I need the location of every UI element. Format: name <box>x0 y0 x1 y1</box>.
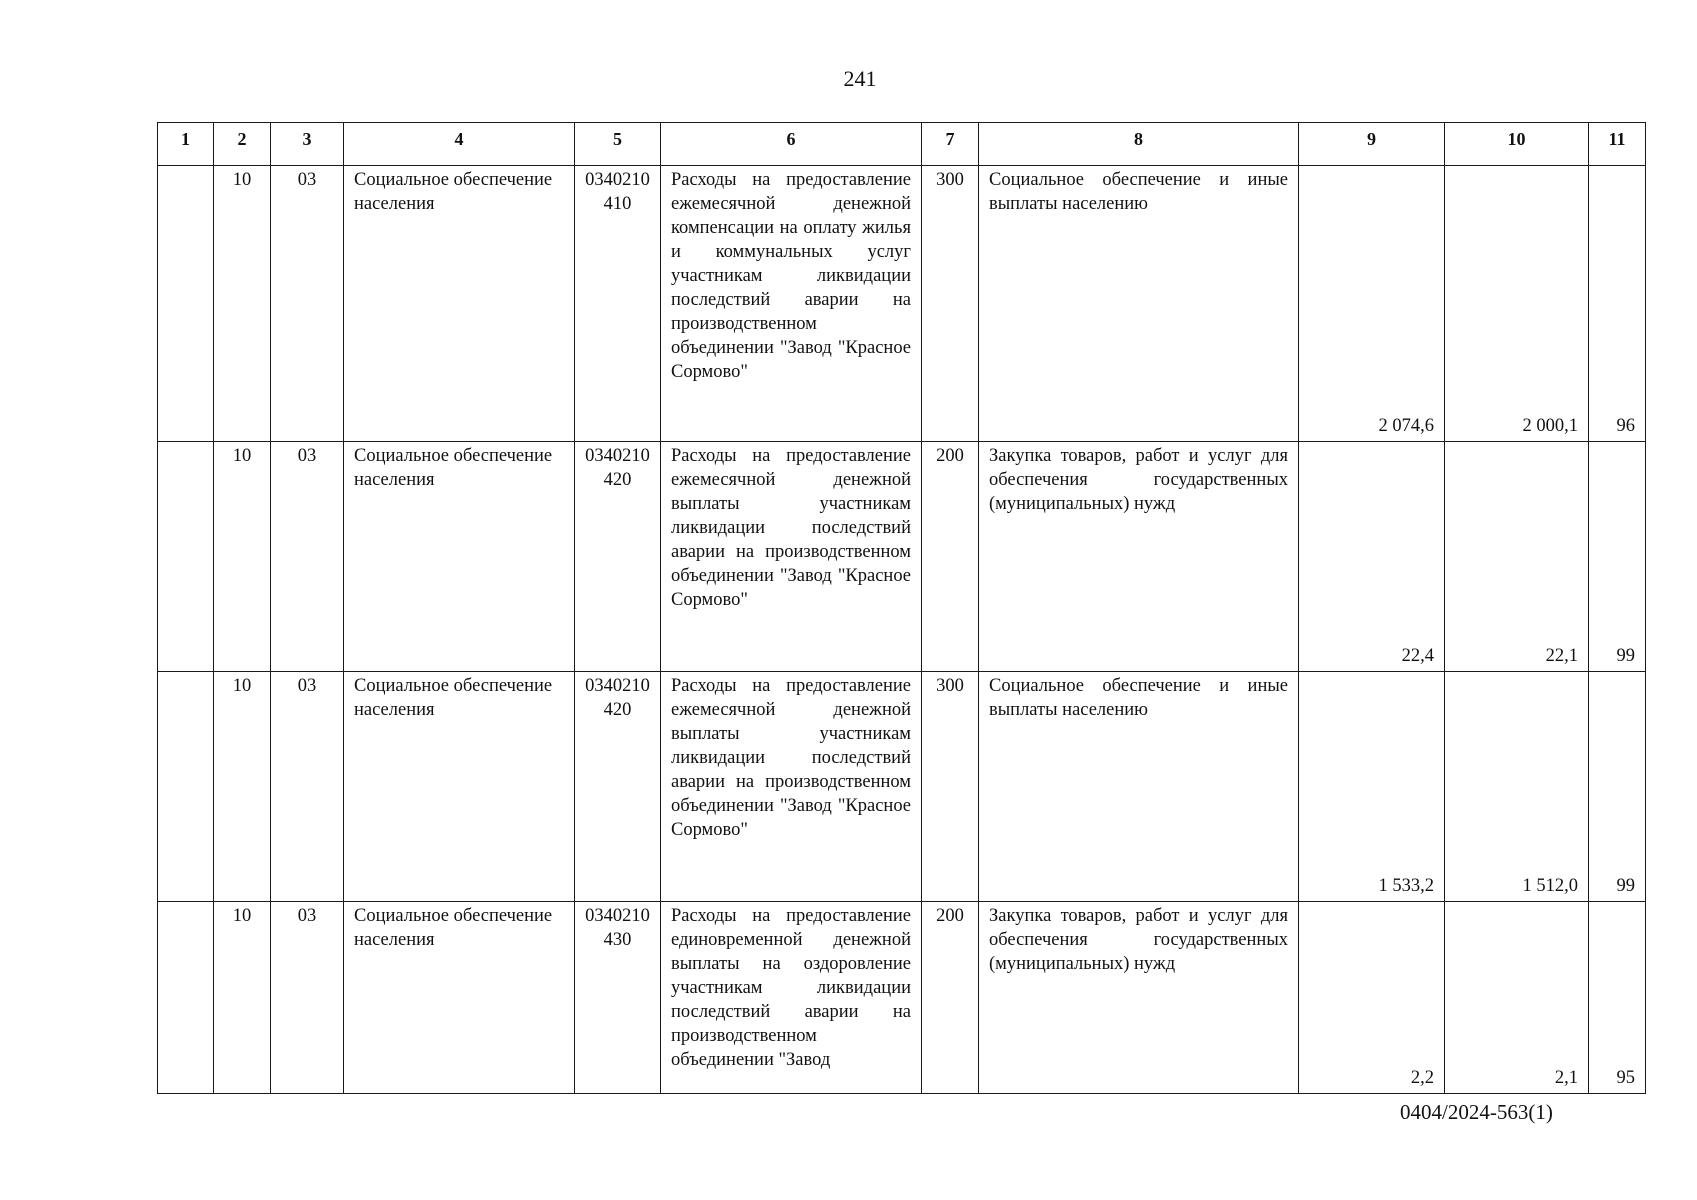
executed-amount-cell: 1 512,0 <box>1445 672 1589 902</box>
section-code-cell: 10 <box>214 902 271 1094</box>
section-code-cell: 10 <box>214 166 271 442</box>
subsection-code-cell: 03 <box>271 672 344 902</box>
expense-type-code-cell: 300 <box>922 672 979 902</box>
expense-type-code-cell: 300 <box>922 166 979 442</box>
row-index-cell <box>158 902 214 1094</box>
budget-table <box>157 122 1646 1094</box>
column-header: 10 <box>1445 123 1589 166</box>
column-header: 3 <box>271 123 344 166</box>
table-row <box>158 166 1646 442</box>
executed-amount-cell: 2,1 <box>1445 902 1589 1094</box>
row-index-cell <box>158 672 214 902</box>
execution-percent-cell: 99 <box>1589 672 1646 902</box>
column-header: 6 <box>661 123 922 166</box>
planned-amount-cell: 2,2 <box>1299 902 1445 1094</box>
executed-amount-cell: 22,1 <box>1445 442 1589 672</box>
column-header: 5 <box>575 123 661 166</box>
column-header: 7 <box>922 123 979 166</box>
planned-amount-cell: 1 533,2 <box>1299 672 1445 902</box>
expense-type-name-cell: Социальное обеспечение и иные выплаты населению <box>979 166 1299 442</box>
table-row <box>158 902 1646 1094</box>
column-header: 9 <box>1299 123 1445 166</box>
section-code-cell: 10 <box>214 442 271 672</box>
section-name-cell: Социальное обеспечение населения <box>344 672 575 902</box>
executed-amount-cell: 2 000,1 <box>1445 166 1589 442</box>
target-article-cell: 0340210420 <box>575 672 661 902</box>
target-article-cell: 0340210410 <box>575 166 661 442</box>
column-header: 4 <box>344 123 575 166</box>
row-index-cell <box>158 166 214 442</box>
section-name-cell: Социальное обеспечение населения <box>344 902 575 1094</box>
planned-amount-cell: 2 074,6 <box>1299 166 1445 442</box>
expense-type-name-cell: Закупка товаров, работ и услуг для обеспечения государственных (муниципальных) нужд <box>979 902 1299 1094</box>
section-code-cell: 10 <box>214 672 271 902</box>
target-article-name-cell: Расходы на предоставление ежемесячной денежной компенсации на оплату жилья и коммунальных услуг участникам ликвидации последствий аварии на производственном объединении "Завод "Красное Сормово" <box>661 166 922 442</box>
subsection-code-cell: 03 <box>271 902 344 1094</box>
target-article-cell: 0340210430 <box>575 902 661 1094</box>
section-name-cell: Социальное обеспечение населения <box>344 166 575 442</box>
expense-type-name-cell: Закупка товаров, работ и услуг для обеспечения государственных (муниципальных) нужд <box>979 442 1299 672</box>
column-header: 1 <box>158 123 214 166</box>
target-article-name-cell: Расходы на предоставление единовременной денежной выплаты на оздоровление участникам ликвидации последствий аварии на производственном объединении "Завод <box>661 902 922 1094</box>
row-index-cell <box>158 442 214 672</box>
table-row <box>158 442 1646 672</box>
execution-percent-cell: 95 <box>1589 902 1646 1094</box>
planned-amount-cell: 22,4 <box>1299 442 1445 672</box>
execution-percent-cell: 96 <box>1589 166 1646 442</box>
section-name-cell: Социальное обеспечение населения <box>344 442 575 672</box>
column-header: 8 <box>979 123 1299 166</box>
target-article-name-cell: Расходы на предоставление ежемесячной денежной выплаты участникам ликвидации последствий аварии на производственном объединении "Завод "Красное Сормово" <box>661 442 922 672</box>
column-header: 2 <box>214 123 271 166</box>
execution-percent-cell: 99 <box>1589 442 1646 672</box>
expense-type-name-cell: Социальное обеспечение и иные выплаты населению <box>979 672 1299 902</box>
column-header: 11 <box>1589 123 1646 166</box>
expense-type-code-cell: 200 <box>922 442 979 672</box>
document-code: 0404/2024-563(1) <box>1400 1100 1553 1124</box>
target-article-name-cell: Расходы на предоставление ежемесячной денежной выплаты участникам ликвидации последствий аварии на производственном объединении "Завод "Красное Сормово" <box>661 672 922 902</box>
table-row <box>158 672 1646 902</box>
subsection-code-cell: 03 <box>271 442 344 672</box>
target-article-cell: 0340210420 <box>575 442 661 672</box>
header-row <box>158 123 1646 166</box>
expense-type-code-cell: 200 <box>922 902 979 1094</box>
subsection-code-cell: 03 <box>271 166 344 442</box>
page-number: 241 <box>843 66 877 91</box>
